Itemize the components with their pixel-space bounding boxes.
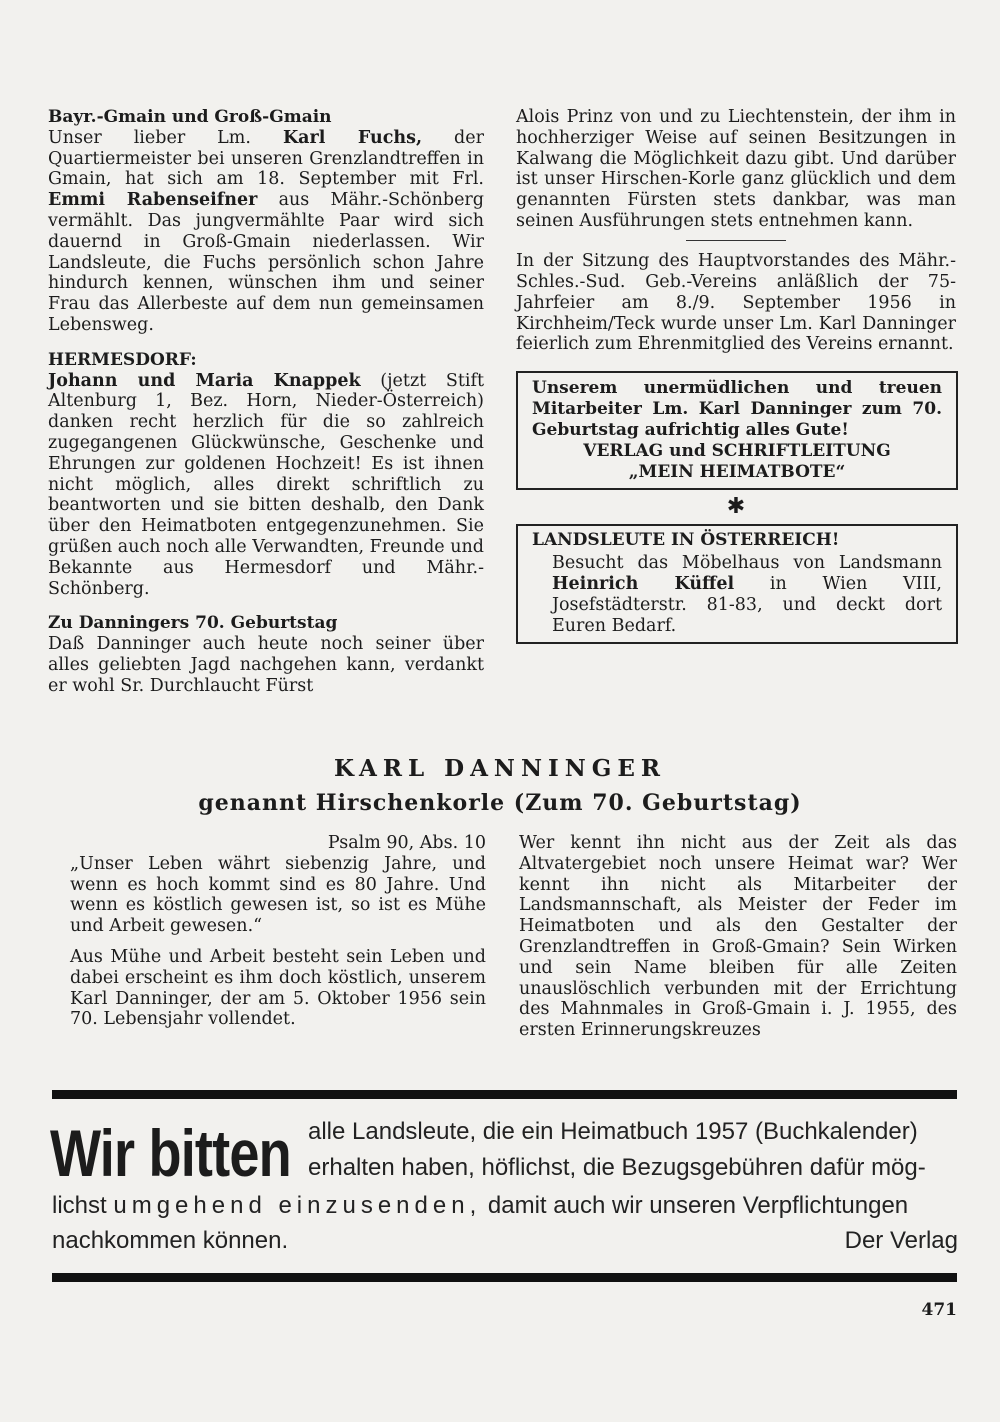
article-right-column [519,833,957,1041]
article-right-paragraph: Wer kennt ihn nicht aus der Zeit als das Altvatergebiet noch unsere Heimat war? Wer kennt ihn nicht als Mitarbeiter der Landsmannschaft, als Meister der Feder im Heimatboten und als den Gestalter der Grenzlandtreffen in Groß-Gmain? Sein Wirken und sein Name bleiben für alle Zeiten unauslöschlich verbunden mit der Errichtung des Mahnmales in Groß-Gmain i. J. 1955, des ersten Erinnerungskreuzes [519,833,957,1041]
section-heading-hermesdorf: HERMESDORF: [48,349,197,370]
name-emmi-rabenseifner: Emmi Rabenseifner [48,190,258,211]
name-knappek: Johann und Maria Knappek [48,370,361,391]
article-left-paragraph: Aus Mühe und Arbeit besteht sein Leben und dabei erscheint es ihm doch köstlich, unserem Karl Danninger, der am 5. Oktober 1956 sein 70. Lebensjahr vollendet. [70,946,486,1030]
left-column-top [48,107,484,697]
congratulations-sign-1: VERLAG und SCHRIFTLEITUNG [583,441,891,462]
danninger-paragraph: Daß Danninger auch heute noch seiner über alles geliebten Jagd nachgehen kann, verdankt er wohl Sr. Durchlaucht Fürst [48,634,484,696]
bottom-black-bar [52,1273,957,1282]
section-heading-danninger: Zu Danningers 70. Geburtstag [48,613,338,634]
congratulations-box [516,371,958,490]
page-number: 471 [921,1300,957,1320]
liechtenstein-paragraph: Alois Prinz von und zu Liechtenstein, der ihm in hochherziger Weise auf seinen Besitzungen in Kalwang die Möglichkeit dazu gibt. Und darüber ist unser Hirschen-Korle ganz glücklich und dem genannten Fürsten stets dankbar, was man seinen Ausführungen stets entnehmen kann. [516,107,956,231]
appeal-line-3: nachkommen können. Der Verlag [52,1223,958,1259]
article-left-column [70,833,486,1030]
appeal-headline: Wir bitten [50,1116,291,1190]
advertisement-box [516,524,958,644]
section-heading-gmain: Bayr.-Gmain und Groß-Gmain [48,107,332,127]
article-subtitle: genannt Hirschenkorle (Zum 70. Geburtstag) [198,790,802,816]
article-title: KARL DANNINGER [333,755,667,782]
gmain-paragraph: Unser lieber Lm. Karl Fuchs, der Quartiermeister bei unseren Grenzlandtreffen in Gmain, hat sich am 18. September mit Frl. Emmi Rabenseifner aus Mähr.-Schönberg vermählt. Das jungvermählte Paar wird sich dauernd in Groß-Gmain niederlassen. Wir Landsleute, die Fuchs persönlich schon Jahre hindurch kennen, wünschen ihm und seiner Frau das Allerbeste auf dem nun gemeinsamen Lebensweg. [48,127,484,335]
congratulations-text: Unserem unermüdlichen und treuen Mitarbeiter Lm. Karl Danninger zum 70. Geburtstag aufrichtig alles Gute! [532,378,942,441]
top-black-bar [52,1090,957,1099]
psalm-reference: Psalm 90, Abs. 10 [327,833,486,853]
congratulations-sign-2: „MEIN HEIMATBOTE“ [628,462,846,483]
appeal-emphasis: umgehend einzusenden, [113,1192,482,1219]
divider [686,240,786,242]
appeal-line-2: lichst umgehend einzusenden, damit auch wir unseren Verpflichtungen [52,1192,909,1219]
appeal-signature: Der Verlag [844,1227,958,1254]
appeal-line-1: alle Landsleute, die ein Heimatbuch 1957 (Buchkalender) erhalten haben, höflichst, die Bezugsgebühren dafür mög- [308,1118,926,1181]
hermesdorf-paragraph: Johann und Maria Knappek (jetzt Stift Altenburg 1, Bez. Horn, Nieder-Österreich) danken recht herzlich für die so zahlreich zugegangenen Glückwünsche, Geschenke und Ehrungen zur goldenen Hochzeit! Es ist ihnen nicht möglich, alles direkt schriftlich zu beantworten und sie bitten deshalb, den Dank über den Heimatboten entgegenzunehmen. Sie grüßen auch noch alle Verwandten, Freunde und Bekannte aus Hermesdorf und Mähr.-Schönberg. [48,370,484,599]
psalm-quote: „Unser Leben währt siebenzig Jahre, und wenn es hoch kommt sind es 80 Jahre. Und wenn es köstlich gewesen ist, so ist es Mühe und Arbeit gewesen.“ [70,853,486,937]
name-heinrich-kueffel: Heinrich Küffel [552,574,735,595]
right-column-top [516,107,956,644]
advertisement-title: LANDSLEUTE IN ÖSTERREICH! [532,530,840,551]
name-karl-fuchs: Karl Fuchs, [282,127,423,148]
advertisement-body: Besucht das Möbelhaus von Landsmann Heinrich Küffel in Wien VIII, Josefstädterstr. 81-83, und deckt dort Euren Bedarf. [552,553,942,636]
ehrenmitglied-paragraph: In der Sitzung des Hauptvorstandes des Mähr.-Schles.-Sud. Geb.-Vereins anläßlich der 75-Jahrfeier am 8./9. September 1956 in Kirchheim/Teck wurde unser Lm. Karl Danninger feierlich zum Ehrenmitglied des Vereins ernannt. [516,251,956,355]
star-icon: ✱ [726,494,746,520]
